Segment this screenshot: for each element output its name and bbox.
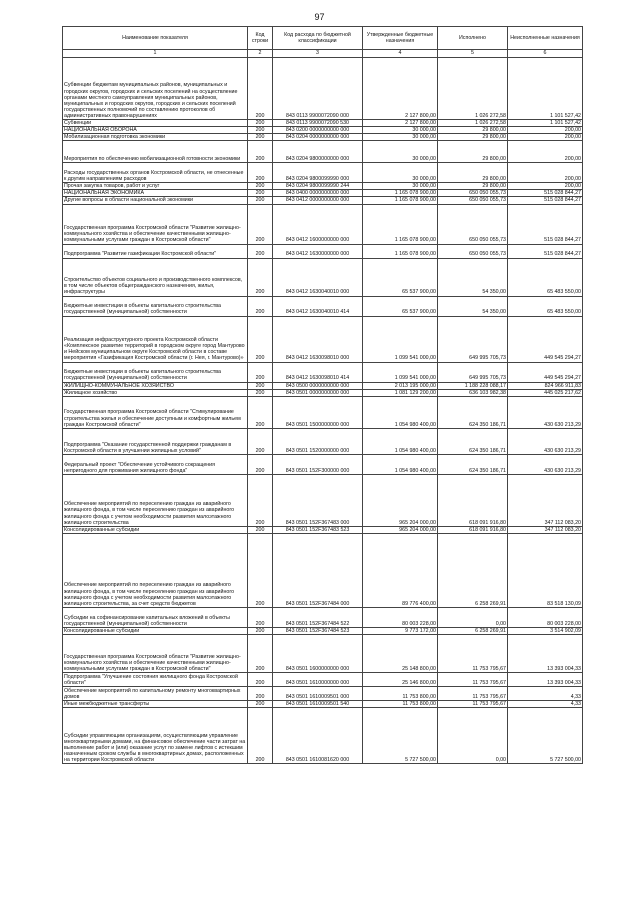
executed-amount-cell: 1 026 272,58 [438, 58, 508, 120]
header-row [63, 27, 583, 50]
column-number: 3 [273, 50, 363, 58]
remaining-amount-cell: 1 101 527,42 [508, 58, 583, 120]
indicator-name-cell: Прочая закупка товаров, работ и услуг [63, 183, 248, 190]
indicator-name-cell: Иные межбюджетные трансферты [63, 700, 248, 707]
approved-amount-cell: 2 127 800,00 [363, 120, 438, 127]
indicator-name-cell: Субсидии управляющим организациям, осуществляющим управление многоквартирными домами, на финансовое обеспечение части затрат на выполнение работ и (или) оказание услуг по замене лифтов с истекшим назначенным сроком службы в многоквартирных домах, расположенных на территории Костромской области [63, 708, 248, 764]
table-row [63, 474, 583, 526]
classification-code-cell: 843 0400 0000000000 000 [273, 190, 363, 197]
executed-amount-cell: 650 050 055,73 [438, 204, 508, 244]
line-code-cell: 200 [248, 686, 273, 700]
line-code-cell: 200 [248, 296, 273, 316]
table-row [63, 362, 583, 382]
remaining-amount-cell: 4,33 [508, 686, 583, 700]
page-number: 97 [314, 12, 325, 22]
table-row [63, 389, 583, 396]
line-code-cell: 200 [248, 163, 273, 183]
table-row [63, 686, 583, 700]
executed-amount-cell: 1 188 228 088,17 [438, 382, 508, 389]
remaining-amount-cell: 80 003 228,00 [508, 607, 583, 627]
table-row [63, 120, 583, 127]
executed-amount-cell: 29 800,00 [438, 127, 508, 134]
approved-amount-cell: 25 148 800,00 [363, 634, 438, 672]
classification-code-cell: 843 0501 1610009501 540 [273, 700, 363, 707]
line-code-cell: 200 [248, 526, 273, 533]
classification-code-cell: 843 0204 9800099990 000 [273, 163, 363, 183]
indicator-name-cell: Строительство объектов социального и производственного комплексов, в том числе объектов общегражданского назначения, жилья, инфраструктуры [63, 258, 248, 296]
classification-code-cell: 843 0204 9800000000 000 [273, 141, 363, 163]
approved-amount-cell: 965 204 000,00 [363, 474, 438, 526]
column-number-row [63, 50, 583, 58]
classification-code-cell: 843 0501 152F367484 522 [273, 607, 363, 627]
executed-amount-cell: 29 800,00 [438, 141, 508, 163]
approved-amount-cell: 1 165 078 900,00 [363, 204, 438, 244]
remaining-amount-cell: 200,00 [508, 134, 583, 141]
table-row [63, 627, 583, 634]
executed-amount-cell: 618 091 916,80 [438, 474, 508, 526]
remaining-amount-cell: 13 393 004,33 [508, 634, 583, 672]
classification-code-cell: 843 0501 152F367483 000 [273, 474, 363, 526]
classification-code-cell: 843 0501 1500000000 000 [273, 396, 363, 428]
indicator-name-cell: Расходы государственных органов Костромской области, не отнесенные к другим направлениям расходов [63, 163, 248, 183]
classification-code-cell: 843 0113 9900072090 000 [273, 58, 363, 120]
table-row [63, 197, 583, 204]
classification-code-cell: 843 0412 1630040010 000 [273, 258, 363, 296]
approved-amount-cell: 1 099 541 000,00 [363, 316, 438, 362]
executed-amount-cell: 29 800,00 [438, 163, 508, 183]
line-code-cell: 200 [248, 454, 273, 474]
table-row [63, 134, 583, 141]
remaining-amount-cell: 5 727 500,00 [508, 708, 583, 764]
executed-amount-cell: 624 350 186,71 [438, 428, 508, 454]
table-row [63, 700, 583, 707]
table-row [63, 526, 583, 533]
approved-amount-cell: 30 000,00 [363, 127, 438, 134]
indicator-name-cell: Государственная программа Костромской области "Стимулирование строительства жилья и обеспечение доступным и комфортным жильем граждан Костромской области" [63, 396, 248, 428]
classification-code-cell: 843 0501 1600000000 000 [273, 634, 363, 672]
indicator-name-cell: Государственная программа Костромской области "Развитие жилищно-коммунального хозяйства и обеспечение качественными жилищно-коммунальными услугами граждан в Костромской области" [63, 204, 248, 244]
classification-code-cell: 843 0412 1630098010 000 [273, 316, 363, 362]
line-code-cell: 200 [248, 396, 273, 428]
table-row [63, 316, 583, 362]
approved-amount-cell: 1 081 129 200,00 [363, 389, 438, 396]
indicator-name-cell: Консолидированные субсидии [63, 627, 248, 634]
indicator-name-cell: Бюджетные инвестиции в объекты капитального строительства государственной (муниципальной) собственности [63, 296, 248, 316]
executed-amount-cell: 649 995 705,73 [438, 362, 508, 382]
approved-amount-cell: 1 165 078 900,00 [363, 244, 438, 258]
remaining-amount-cell: 1 101 527,42 [508, 120, 583, 127]
line-code-cell: 200 [248, 58, 273, 120]
indicator-name-cell: НАЦИОНАЛЬНАЯ ЭКОНОМИКА [63, 190, 248, 197]
indicator-name-cell: Обеспечение мероприятий по капитальному ремонту многоквартирных домов [63, 686, 248, 700]
line-code-cell: 200 [248, 204, 273, 244]
executed-amount-cell: 54 350,00 [438, 258, 508, 296]
indicator-name-cell: Подпрограмма "Улучшение состояния жилищного фонда Костромской области" [63, 672, 248, 686]
line-code-cell: 200 [248, 607, 273, 627]
classification-code-cell: 843 0500 0000000000 000 [273, 382, 363, 389]
approved-amount-cell: 30 000,00 [363, 134, 438, 141]
approved-amount-cell: 65 537 900,00 [363, 296, 438, 316]
classification-code-cell: 843 0501 152F367484 523 [273, 627, 363, 634]
table-body [63, 58, 583, 764]
table-row [63, 258, 583, 296]
classification-code-cell: 843 0412 1630000000 000 [273, 244, 363, 258]
executed-amount-cell: 650 050 055,73 [438, 244, 508, 258]
column-number: 4 [363, 50, 438, 58]
line-code-cell: 200 [248, 634, 273, 672]
executed-amount-cell: 636 103 982,38 [438, 389, 508, 396]
classification-code-cell: 843 0501 1610081620 000 [273, 708, 363, 764]
table-row [63, 204, 583, 244]
table-row [63, 533, 583, 607]
approved-amount-cell: 1 099 541 000,00 [363, 362, 438, 382]
classification-code-cell: 843 0501 152F300000 000 [273, 454, 363, 474]
executed-amount-cell: 649 995 705,73 [438, 316, 508, 362]
remaining-amount-cell: 347 112 083,20 [508, 526, 583, 533]
remaining-amount-cell: 515 028 844,27 [508, 197, 583, 204]
executed-amount-cell: 29 800,00 [438, 183, 508, 190]
approved-amount-cell: 9 773 172,00 [363, 627, 438, 634]
line-code-cell: 200 [248, 258, 273, 296]
line-code-cell: 200 [248, 672, 273, 686]
classification-code-cell: 843 0412 1600000000 000 [273, 204, 363, 244]
remaining-amount-cell: 200,00 [508, 141, 583, 163]
indicator-name-cell: Государственная программа Костромской области "Развитие жилищно-коммунального хозяйства и обеспечение качественными жилищно-коммунальными услугами граждан в Костромской области" [63, 634, 248, 672]
executed-amount-cell: 624 350 186,71 [438, 396, 508, 428]
executed-amount-cell: 0,00 [438, 708, 508, 764]
line-code-cell: 200 [248, 627, 273, 634]
classification-code-cell: 843 0501 1520000000 000 [273, 428, 363, 454]
indicator-name-cell: Бюджетные инвестиции в объекты капитального строительства государственной (муниципальной) собственности [63, 362, 248, 382]
header-line-code: Код строки [248, 27, 273, 50]
line-code-cell: 200 [248, 120, 273, 127]
remaining-amount-cell: 83 518 130,09 [508, 533, 583, 607]
approved-amount-cell: 5 727 500,00 [363, 708, 438, 764]
executed-amount-cell: 6 258 269,91 [438, 627, 508, 634]
executed-amount-cell: 0,00 [438, 607, 508, 627]
header-remaining: Неисполненные назначения [508, 27, 583, 50]
executed-amount-cell: 1 026 272,58 [438, 120, 508, 127]
column-number: 2 [248, 50, 273, 58]
classification-code-cell: 843 0412 1630098010 414 [273, 362, 363, 382]
classification-code-cell: 843 0501 1610009501 000 [273, 686, 363, 700]
header-budget-classification: Код расхода по бюджетной классификации [273, 27, 363, 50]
executed-amount-cell: 6 258 269,91 [438, 533, 508, 607]
remaining-amount-cell: 200,00 [508, 163, 583, 183]
table-row [63, 141, 583, 163]
line-code-cell: 200 [248, 533, 273, 607]
line-code-cell: 200 [248, 316, 273, 362]
indicator-name-cell: ЖИЛИЩНО-КОММУНАЛЬНОЕ ХОЗЯЙСТВО [63, 382, 248, 389]
indicator-name-cell: Субвенции бюджетам муниципальных районов, муниципальных и городских округов, городских и сельских поселений на осуществление органами местного самоуправления муниципальных районов, муниципальных и городских округов, городских и сельских поселений государственных полномочий по составлению протоколов об административных правонарушениях [63, 58, 248, 120]
approved-amount-cell: 65 537 900,00 [363, 258, 438, 296]
table-row [63, 454, 583, 474]
column-number: 1 [63, 50, 248, 58]
line-code-cell: 200 [248, 127, 273, 134]
indicator-name-cell: Субвенции [63, 120, 248, 127]
indicator-name-cell: Подпрограмма "Оказание государственной поддержки гражданам в Костромской области в улучшении жилищных условий" [63, 428, 248, 454]
approved-amount-cell: 1 054 980 400,00 [363, 396, 438, 428]
approved-amount-cell: 1 054 980 400,00 [363, 428, 438, 454]
indicator-name-cell: Реализация инфраструктурного проекта Костромской области «Комплексное развитие территорий в городском округе город Мантурово и Нейском муниципальном округе Костромской области в составе мероприятия «Газификация Костромской области (г. Нея, г. Мантурово)» [63, 316, 248, 362]
line-code-cell: 200 [248, 389, 273, 396]
executed-amount-cell: 11 753 795,67 [438, 672, 508, 686]
line-code-cell: 200 [248, 190, 273, 197]
budget-report-table [62, 26, 583, 764]
remaining-amount-cell: 65 483 550,00 [508, 258, 583, 296]
executed-amount-cell: 11 753 795,67 [438, 634, 508, 672]
table-row [63, 127, 583, 134]
approved-amount-cell: 2 013 195 000,00 [363, 382, 438, 389]
line-code-cell: 200 [248, 134, 273, 141]
indicator-name-cell: Мероприятия по обеспечению мобилизационной готовности экономики [63, 141, 248, 163]
table-row [63, 672, 583, 686]
approved-amount-cell: 1 165 078 900,00 [363, 190, 438, 197]
remaining-amount-cell: 430 630 213,29 [508, 454, 583, 474]
approved-amount-cell: 89 776 400,00 [363, 533, 438, 607]
indicator-name-cell: Мобилизационная подготовка экономики [63, 134, 248, 141]
approved-amount-cell: 80 003 228,00 [363, 607, 438, 627]
remaining-amount-cell: 347 112 083,20 [508, 474, 583, 526]
table-row [63, 183, 583, 190]
executed-amount-cell: 11 753 795,67 [438, 686, 508, 700]
line-code-cell: 200 [248, 474, 273, 526]
table-row [63, 163, 583, 183]
classification-code-cell: 843 0113 9900072090 530 [273, 120, 363, 127]
remaining-amount-cell: 200,00 [508, 127, 583, 134]
indicator-name-cell: Подпрограмма "Развитие газификации Костромской области" [63, 244, 248, 258]
indicator-name-cell: Другие вопросы в области национальной экономики [63, 197, 248, 204]
table-row [63, 396, 583, 428]
approved-amount-cell: 30 000,00 [363, 163, 438, 183]
table-row [63, 382, 583, 389]
line-code-cell: 200 [248, 362, 273, 382]
approved-amount-cell: 2 127 800,00 [363, 58, 438, 120]
remaining-amount-cell: 430 630 213,29 [508, 396, 583, 428]
line-code-cell: 200 [248, 428, 273, 454]
remaining-amount-cell: 430 630 213,29 [508, 428, 583, 454]
classification-code-cell: 843 0200 0000000000 000 [273, 127, 363, 134]
approved-amount-cell: 30 000,00 [363, 141, 438, 163]
remaining-amount-cell: 200,00 [508, 183, 583, 190]
column-number: 5 [438, 50, 508, 58]
remaining-amount-cell: 65 483 550,00 [508, 296, 583, 316]
classification-code-cell: 843 0501 152F367483 523 [273, 526, 363, 533]
remaining-amount-cell: 515 028 844,27 [508, 190, 583, 197]
indicator-name-cell: Консолидированные субсидии [63, 526, 248, 533]
approved-amount-cell: 11 753 800,00 [363, 686, 438, 700]
approved-amount-cell: 25 146 800,00 [363, 672, 438, 686]
indicator-name-cell: Обеспечение мероприятий по переселению граждан из аварийного жилищного фонда, в том числе переселению граждан из аварийного жилищного фонда с учетом необходимости развития малоэтажного жилищного строительства [63, 474, 248, 526]
header-executed: Исполнено [438, 27, 508, 50]
indicator-name-cell: НАЦИОНАЛЬНАЯ ОБОРОНА [63, 127, 248, 134]
remaining-amount-cell: 449 545 294,27 [508, 362, 583, 382]
table-row [63, 634, 583, 672]
indicator-name-cell: Федеральный проект "Обеспечение устойчивого сокращения непригодного для проживания жилищного фонда" [63, 454, 248, 474]
table-row [63, 190, 583, 197]
remaining-amount-cell: 4,33 [508, 700, 583, 707]
classification-code-cell: 843 0204 9800099990 244 [273, 183, 363, 190]
classification-code-cell: 843 0412 1630040010 414 [273, 296, 363, 316]
remaining-amount-cell: 445 025 217,62 [508, 389, 583, 396]
classification-code-cell: 843 0501 0000000000 000 [273, 389, 363, 396]
approved-amount-cell: 1 165 078 900,00 [363, 197, 438, 204]
column-number: 6 [508, 50, 583, 58]
header-indicator-name: Наименование показателя [63, 27, 248, 50]
classification-code-cell: 843 0412 0000000000 000 [273, 197, 363, 204]
table-row [63, 708, 583, 764]
line-code-cell: 200 [248, 183, 273, 190]
remaining-amount-cell: 3 514 902,09 [508, 627, 583, 634]
executed-amount-cell: 650 050 055,73 [438, 197, 508, 204]
approved-amount-cell: 1 054 980 400,00 [363, 454, 438, 474]
line-code-cell: 200 [248, 382, 273, 389]
indicator-name-cell: Обеспечение мероприятий по переселению граждан из аварийного жилищного фонда, в том числе переселению граждан из аварийного жилищного фонда с учетом необходимости развития малоэтажного жилищного строительства, за счет средств бюджетов [63, 533, 248, 607]
indicator-name-cell: Субсидии на софинансирование капитальных вложений в объекты государственной (муниципальной) собственности [63, 607, 248, 627]
remaining-amount-cell: 515 028 844,27 [508, 244, 583, 258]
line-code-cell: 200 [248, 708, 273, 764]
table-row [63, 428, 583, 454]
approved-amount-cell: 11 753 800,00 [363, 700, 438, 707]
executed-amount-cell: 618 091 916,80 [438, 526, 508, 533]
line-code-cell: 200 [248, 700, 273, 707]
approved-amount-cell: 965 204 000,00 [363, 526, 438, 533]
remaining-amount-cell: 449 545 294,27 [508, 316, 583, 362]
indicator-name-cell: Жилищное хозяйство [63, 389, 248, 396]
line-code-cell: 200 [248, 141, 273, 163]
classification-code-cell: 843 0204 0000000000 000 [273, 134, 363, 141]
executed-amount-cell: 29 800,00 [438, 134, 508, 141]
classification-code-cell: 843 0501 1610000000 000 [273, 672, 363, 686]
executed-amount-cell: 11 753 795,67 [438, 700, 508, 707]
table-row [63, 607, 583, 627]
line-code-cell: 200 [248, 197, 273, 204]
line-code-cell: 200 [248, 244, 273, 258]
table-row [63, 244, 583, 258]
remaining-amount-cell: 824 966 911,83 [508, 382, 583, 389]
remaining-amount-cell: 13 393 004,33 [508, 672, 583, 686]
executed-amount-cell: 624 350 186,71 [438, 454, 508, 474]
executed-amount-cell: 54 350,00 [438, 296, 508, 316]
table-row [63, 296, 583, 316]
remaining-amount-cell: 515 028 844,27 [508, 204, 583, 244]
executed-amount-cell: 650 050 055,73 [438, 190, 508, 197]
table-row [63, 58, 583, 120]
approved-amount-cell: 30 000,00 [363, 183, 438, 190]
classification-code-cell: 843 0501 152F367484 000 [273, 533, 363, 607]
header-approved: Утвержденные бюджетные назначения [363, 27, 438, 50]
